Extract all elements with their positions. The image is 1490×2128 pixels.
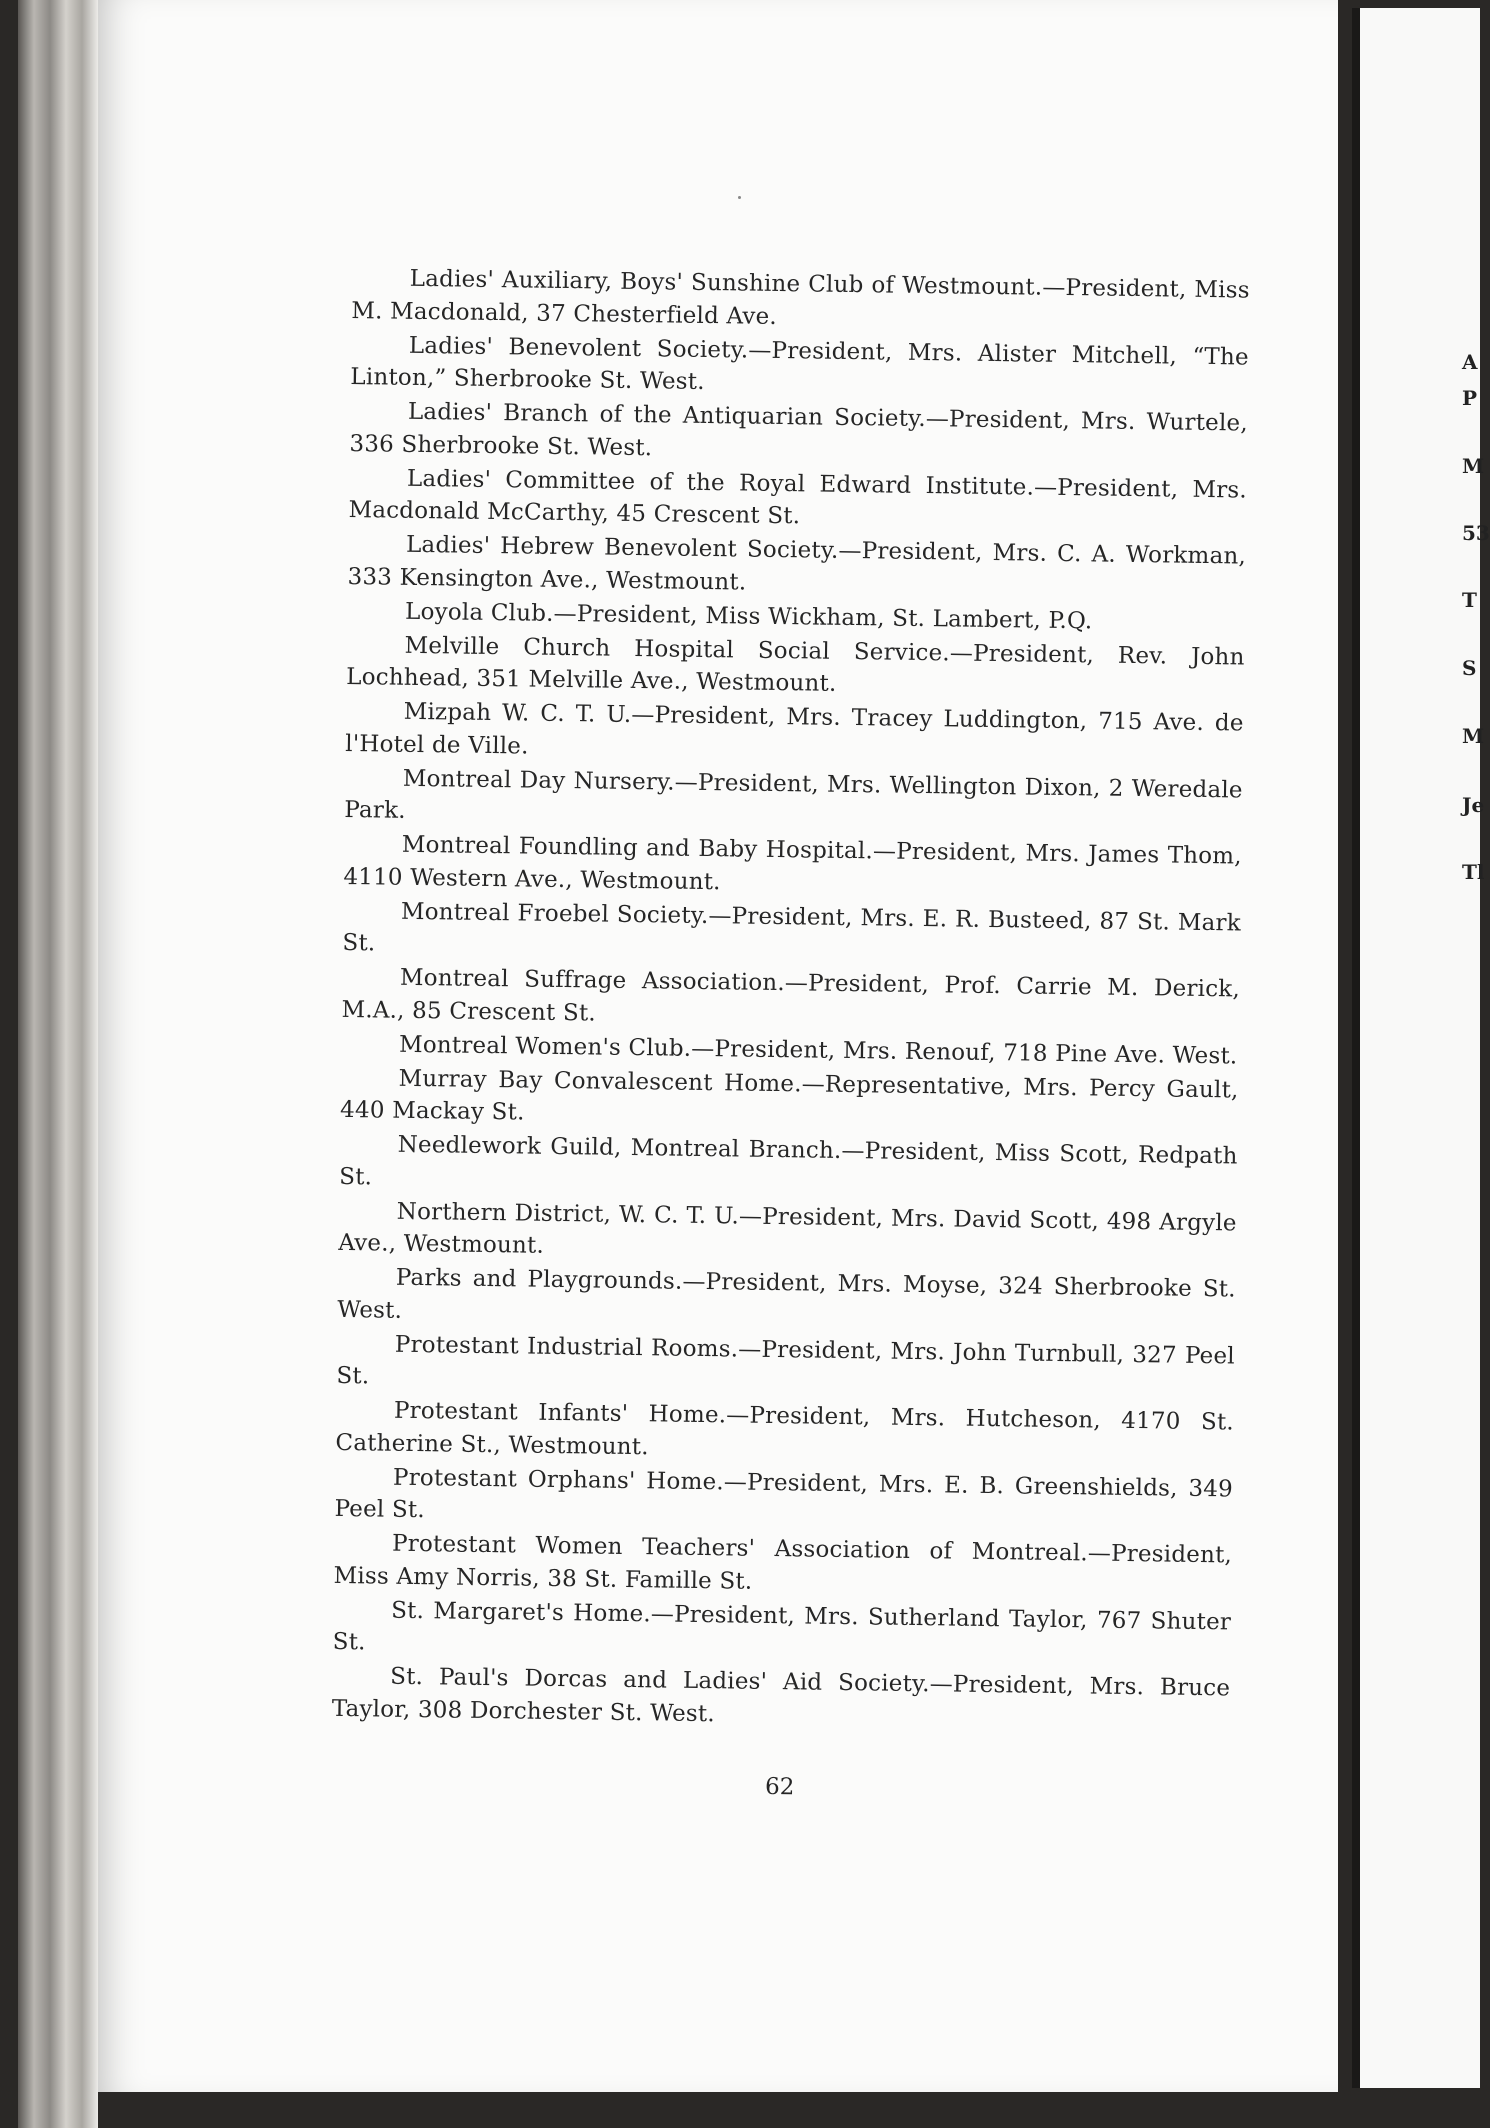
directory-entry: Ladies' Committee of the Royal Edward Institute.—President, Mrs. Macdonald McCarthy, 45 Crescent St. xyxy=(348,465,1248,530)
directory-entry: Montreal Suffrage Association.—President, Prof. Carrie M. Derick, M.A., 85 Crescent St. xyxy=(341,964,1241,1026)
facing-page-fragment: M xyxy=(1462,454,1485,478)
directory-entry: Montreal Foundling and Baby Hospital.—President, Mrs. James Thom, 4110 Western Ave., Westmount. xyxy=(343,831,1242,895)
directory-entry: Ladies' Branch of the Antiquarian Society.—President, Mrs. Wurtele, 336 Sherbrooke St. West. xyxy=(349,398,1249,461)
directory-entry: St. Paul's Dorcas and Ladies' Aid Society.—President, Mrs. Bruce Taylor, 308 Dorchester St. West. xyxy=(331,1663,1231,1727)
directory-entry: Protestant Women Teachers' Association of Montreal.—President, Miss Amy Norris, 38 St. Famille St. xyxy=(333,1530,1233,1595)
facing-page-fragment: A xyxy=(1462,350,1478,374)
directory-entry: Ladies' Benevolent Society.—President, Mrs. Alister Mitchell, “The Linton,” Sherbrooke St. West. xyxy=(350,332,1249,395)
directory-entry: Loyola Club.—President, Miss Wickham, St. Lambert, P.Q. xyxy=(404,598,1093,634)
directory-entry: Melville Church Hospital Social Service.—President, Rev. John Lochhead, 351 Melville Ave., Westmount. xyxy=(346,632,1245,697)
directory-entry: Protestant Infants' Home.—President, Mrs. Hutcheson, 4170 St. Catherine St., Westmount. xyxy=(335,1397,1235,1460)
directory-entry: Montreal Women's Club.—President, Mrs. Renouf, 718 Pine Ave. West. xyxy=(398,1031,1238,1069)
directory-entry: Protestant Industrial Rooms.—President, Mrs. John Turnbull, 327 Peel St. xyxy=(336,1331,1235,1390)
book-page-edges xyxy=(18,0,98,2128)
directory-entry: Northern District, W. C. T. U.—President, Mrs. David Scott, 498 Argyle Ave., Westmount. xyxy=(338,1198,1237,1259)
facing-page-fragment: Tl xyxy=(1462,860,1485,884)
directory-entry: Ladies' Auxiliary, Boys' Sunshine Club of Westmount.—President, Miss M. Macdonald, 37 Chesterfield Ave. xyxy=(351,265,1250,330)
directory-entry: Mizpah W. C. T. U.—President, Mrs. Tracey Luddington, 715 Ave. de l'Hotel de Ville. xyxy=(345,698,1244,760)
directory-entry: Parks and Playgrounds.—President, Mrs. Moyse, 324 Sherbrooke St. West. xyxy=(337,1264,1236,1324)
directory-entry: Protestant Orphans' Home.—President, Mrs. E. B. Greenshields, 349 Peel St. xyxy=(334,1464,1234,1524)
facing-page-fragment: S xyxy=(1462,656,1477,680)
directory-entry: Montreal Day Nursery.—President, Mrs. Wellington Dixon, 2 Weredale Park. xyxy=(344,765,1243,824)
facing-page-fragment: M xyxy=(1462,724,1485,748)
facing-page-fragment: T xyxy=(1462,588,1477,612)
facing-page-fragment: Je xyxy=(1462,793,1485,817)
directory-entry: Montreal Froebel Society.—President, Mrs. E. R. Busteed, 87 St. Mark St. xyxy=(342,898,1242,957)
page-content xyxy=(331,262,1250,1810)
directory-entry: Needlework Guild, Montreal Branch.—President, Miss Scott, Redpath St. xyxy=(339,1131,1238,1190)
directory-entry: St. Margaret's Home.—President, Mrs. Sutherland Taylor, 767 Shuter St. xyxy=(332,1597,1232,1656)
facing-page xyxy=(1352,8,1490,2088)
page-number: 62 xyxy=(764,1773,795,1801)
facing-page-fragment: 53 xyxy=(1462,521,1490,545)
stray-mark xyxy=(738,196,741,199)
directory-entry: Ladies' Hebrew Benevolent Society.—President, Mrs. C. A. Workman, 333 Kensington Ave., Westmount. xyxy=(347,531,1247,596)
facing-page-fragment: P xyxy=(1462,386,1478,410)
directory-entry: Murray Bay Convalescent Home.—Representative, Mrs. Percy Gault, 440 Mackay St. xyxy=(339,1065,1239,1126)
